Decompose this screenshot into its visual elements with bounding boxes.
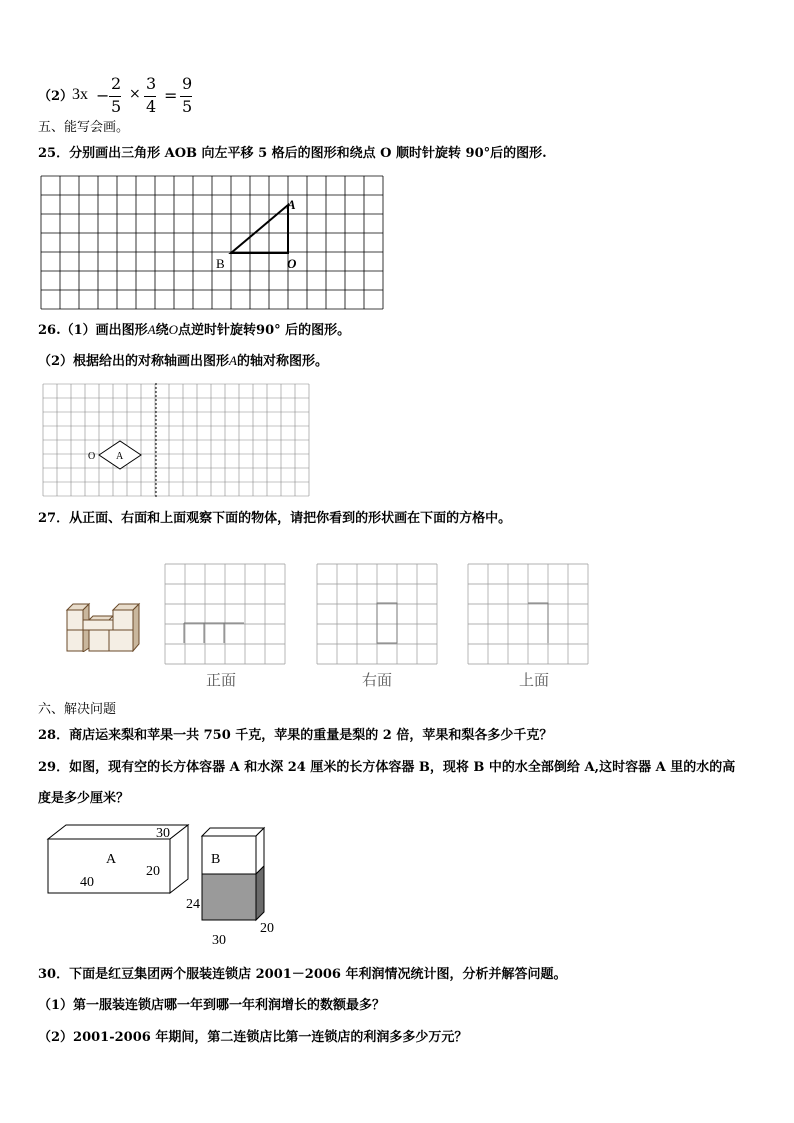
q24-frac2-den: 4 (146, 97, 157, 116)
q24-frac3-num: 9 (182, 74, 193, 93)
q29-box-b-width: 30 (212, 933, 226, 948)
q25-label-o: O (287, 256, 297, 271)
q25-label-b: B (216, 256, 225, 271)
q27-cube-stack (67, 604, 139, 652)
q29-box-b-water: 24 (186, 897, 200, 912)
q27-label-right: 右面 (362, 671, 393, 689)
q26-part2-end: 的轴对称图形。 (237, 354, 329, 369)
q29-container-a (44, 823, 192, 897)
q26-part1-a: A (147, 322, 156, 337)
q29-container-b (184, 826, 280, 950)
q29-box-b-top (202, 828, 264, 836)
q26-part2-a: A (229, 353, 237, 368)
section5-title: 五、能写会画。 (38, 120, 130, 135)
q25-label-a: A (287, 197, 296, 212)
q27-text: 27．从正面、右面和上面观察下面的物体，请把你看到的形状画在下面的方格中。 (38, 511, 512, 526)
q25-text: 25．分别画出三角形 AOB 向左平移 5 格后的图形和绕点 O 顺时针旋转 90°后的图形. (38, 146, 547, 161)
q24-frac2-num: 3 (146, 74, 157, 93)
q30-text: 30．下面是红豆集团两个服装连锁店 2001－2006 年利润情况统计图，分析并解答问题。 (38, 967, 567, 982)
q27-object-drawing (63, 600, 143, 652)
q26-part2 (38, 352, 328, 371)
q27-label-top: 上面 (519, 671, 550, 689)
q30-sub2: （2）2001-2006 年期间，第二连锁店比第一连锁店的利润多多少万元？ (38, 1030, 468, 1045)
q29-text-line2: 度是多少厘米？ (38, 791, 130, 806)
q27-grid-front (164, 563, 288, 665)
q24-label: （2） (38, 89, 74, 104)
q29-box-b-depth: 20 (260, 921, 274, 936)
q29-box-b-name: B (211, 852, 221, 867)
q30-sub1: （1）第一服装连锁店哪一年到哪一年利润增长的数额最多？ (38, 998, 386, 1013)
q26-part1-end: 点逆时针旋转90° 后的图形。 (178, 323, 351, 338)
q29-box-b-front-water (202, 874, 256, 920)
q26-part1-o: O (168, 322, 179, 337)
q27-grid-right (316, 563, 440, 665)
q28-text: 28．商店运来梨和苹果一共 750 千克，苹果的重量是梨的 2 倍，苹果和梨各多少千克？ (38, 728, 553, 743)
q25-grid (41, 176, 383, 309)
q27-grid-top (467, 563, 591, 665)
q27-top-hint (528, 603, 548, 643)
q27-label-front: 正面 (206, 671, 237, 689)
q27-grid-top-lines (468, 564, 588, 664)
q29-box-a-name: A (106, 852, 117, 867)
q26-label-o: O (88, 451, 96, 462)
q26-grid (43, 384, 309, 496)
q24-equals: = (164, 86, 178, 105)
q26-part1-start: 26.（1）画出图形 (38, 323, 148, 338)
q27-right-hint (377, 603, 397, 643)
q24-frac1-den: 5 (111, 97, 122, 116)
q26-grid-figure (42, 383, 314, 499)
q24-lhs: 3x (72, 86, 88, 103)
q24-equation (38, 74, 238, 118)
q29-box-a-length: 40 (80, 875, 94, 890)
q27-front-hint (184, 623, 244, 643)
q26-part1 (38, 321, 350, 340)
q25-triangle-aob (231, 205, 288, 253)
q24-frac3-den: 5 (182, 97, 193, 116)
q27-grid-front-lines (165, 564, 285, 664)
q29-text-line1: 29．如图，现有空的长方体容器 A 和水深 24 厘米的长方体容器 B，现将 B 中的水全部倒给 A,这时容器 A 里的水的高 (38, 760, 736, 775)
q25-grid-figure (40, 175, 384, 311)
q24-frac1-num: 2 (111, 74, 122, 93)
q24-minus: − (96, 86, 110, 105)
section6-title: 六、解决问题 (38, 702, 117, 717)
q26-part1-mid: 绕 (155, 323, 169, 338)
q29-box-a-height: 20 (146, 864, 160, 879)
q29-box-b-side-water (256, 866, 264, 920)
q24-times: × (129, 86, 141, 102)
q29-box-a-depth: 30 (156, 826, 170, 841)
q26-part2-start: （2）根据给出的对称轴画出图形 (38, 354, 230, 369)
q26-label-a: A (116, 451, 124, 462)
